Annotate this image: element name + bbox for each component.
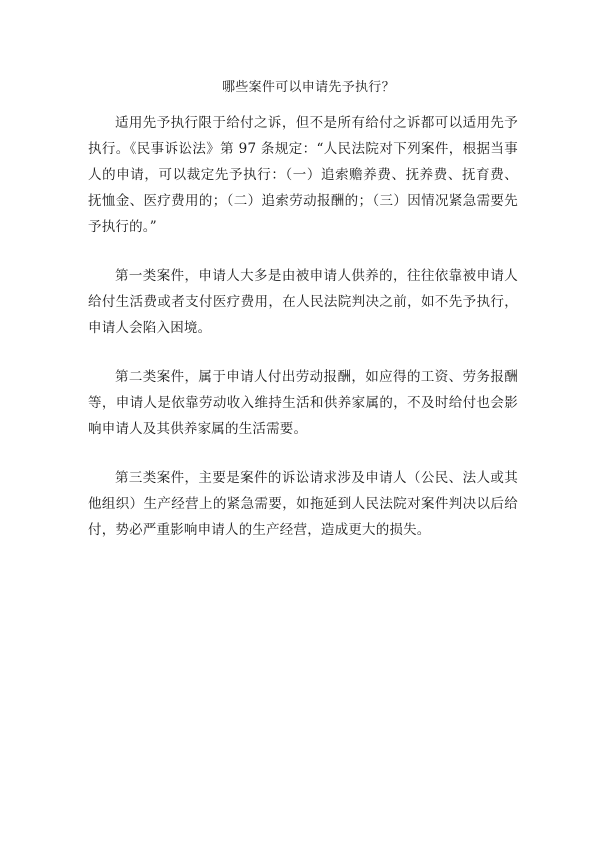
paragraph-second-category: 第二类案件，属于申请人付出劳动报酬，如应得的工资、劳务报酬等，申请人是依靠劳动收入维持生活和供养家属的，不及时给付也会影响申请人及其供养家属的生活需要。	[88, 369, 518, 437]
paragraph-first-category: 第一类案件，申请人大多是由被申请人供养的，往往依靠被申请人给付生活费或者支付医疗费用，在人民法院判决之前，如不先予执行，申请人会陷入困境。	[88, 268, 518, 336]
paragraph-intro-article-97: 适用先予执行限于给付之诉，但不是所有给付之诉都可以适用先予执行。《民事诉讼法》第 97 条规定：“人民法院对下列案件，根据当事人的申请，可以裁定先予执行：（一）追索赡养费、抚养费、抚育费、抚恤金、医疗费用的；（二）追索劳动报酬的；（三）因情况紧急需要先予执行的。”	[88, 115, 518, 235]
document-page	[88, 78, 518, 543]
document-title: 哪些案件可以申请先予执行？	[222, 80, 395, 95]
paragraph-third-category: 第三类案件，主要是案件的诉讼请求涉及申请人（公民、法人或其他组织）生产经营上的紧急需要，如拖延到人民法院对案件判决以后给付，势必严重影响申请人的生产经营，造成更大的损失。	[88, 470, 518, 538]
